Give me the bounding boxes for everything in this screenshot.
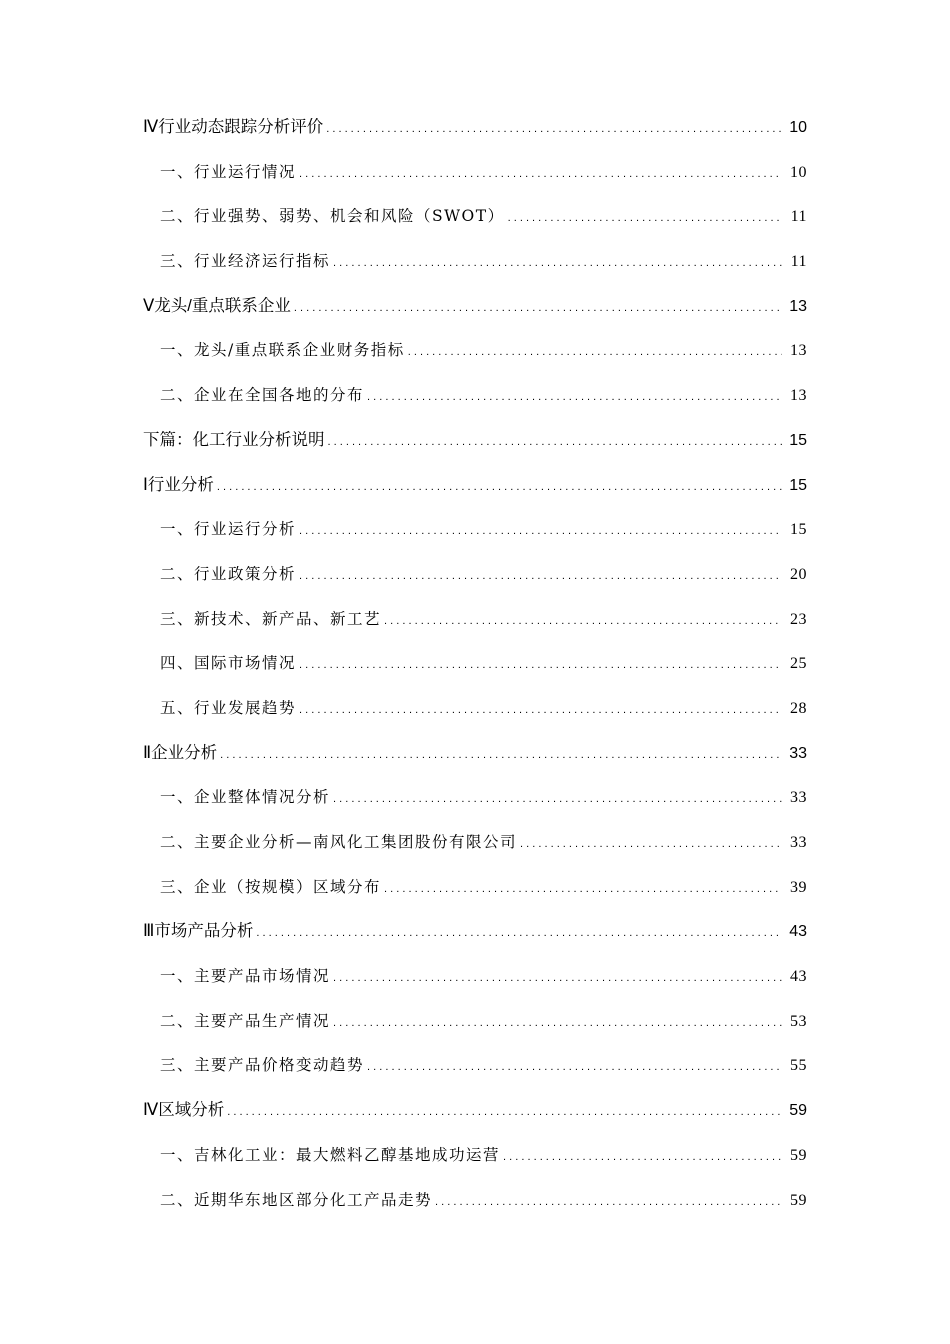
toc-entry-page: 43 <box>789 923 807 941</box>
toc-entry-page: 59 <box>790 1146 807 1164</box>
toc-entry[interactable] <box>143 825 807 870</box>
toc-entry-title: 三、行业经济运行指标 <box>160 252 331 271</box>
toc-entry-title: 下篇：化工行业分析说明 <box>143 430 325 449</box>
toc-entry[interactable] <box>143 378 807 423</box>
toc-entry[interactable] <box>143 691 807 736</box>
toc-entry-title: 一、吉林化工业：最大燃料乙醇基地成功运营 <box>160 1145 501 1164</box>
toc-entry[interactable] <box>143 512 807 557</box>
toc-entry-page: 55 <box>790 1057 807 1075</box>
toc-entry-title: 二、近期华东地区部分化工产品走势 <box>160 1190 433 1209</box>
toc-entry[interactable] <box>143 1093 807 1138</box>
toc-entry[interactable] <box>143 110 807 155</box>
toc-entry-page: 10 <box>789 119 807 136</box>
toc-entry[interactable] <box>143 1183 807 1228</box>
toc-entry[interactable] <box>143 333 807 378</box>
toc-entry-page: 33 <box>790 789 807 807</box>
toc-entry-title: Ⅴ龙头/重点联系企业 <box>143 296 291 315</box>
toc-entry-title: 二、行业强势、弱势、机会和风险（SWOT） <box>160 207 505 226</box>
toc-entry[interactable] <box>143 959 807 1004</box>
toc-entry-page: 33 <box>790 834 807 851</box>
toc-leader-dots <box>435 1183 782 1219</box>
toc-entry-title: 三、新技术、新产品、新工艺 <box>160 609 382 628</box>
toc-entry-title: 一、行业运行分析 <box>160 520 297 539</box>
toc-entry-title: 二、企业在全国各地的分布 <box>160 386 365 405</box>
toc-entry[interactable] <box>143 780 807 825</box>
toc-entry-page: 15 <box>789 476 807 494</box>
toc-entry[interactable] <box>143 423 807 468</box>
toc-entry-page: 23 <box>790 610 807 628</box>
toc-entry-title: Ⅳ区域分析 <box>143 1101 225 1120</box>
toc-entry-title: 三、主要产品价格变动趋势 <box>160 1056 365 1075</box>
toc-leader-dots <box>333 1004 782 1040</box>
toc-entry-page: 13 <box>789 297 807 315</box>
toc-entry-title: 一、企业整体情况分析 <box>160 788 331 807</box>
toc-leader-dots <box>256 914 782 950</box>
toc-entry[interactable] <box>143 155 807 200</box>
toc-leader-dots <box>367 1048 782 1084</box>
table-of-contents <box>143 110 807 1227</box>
toc-leader-dots <box>520 825 782 861</box>
toc-entry[interactable] <box>143 244 807 289</box>
toc-entry-page: 25 <box>790 655 807 673</box>
toc-entry-title: Ⅲ市场产品分析 <box>143 922 254 941</box>
toc-leader-dots <box>408 333 782 369</box>
toc-entry[interactable] <box>143 1048 807 1093</box>
toc-entry[interactable] <box>143 646 807 691</box>
toc-leader-dots <box>227 1093 782 1129</box>
toc-entry-title: 二、主要产品生产情况 <box>160 1011 331 1030</box>
toc-entry-page: 59 <box>789 1102 807 1120</box>
toc-leader-dots <box>220 736 782 772</box>
toc-entry-title: 一、主要产品市场情况 <box>160 967 331 986</box>
toc-entry[interactable] <box>143 1004 807 1049</box>
toc-entry[interactable] <box>143 1138 807 1183</box>
toc-entry[interactable] <box>143 602 807 647</box>
toc-entry-page: 43 <box>790 968 807 986</box>
toc-entry-page: 13 <box>790 342 807 360</box>
toc-leader-dots <box>503 1138 782 1174</box>
toc-entry-page: 53 <box>790 1012 807 1030</box>
toc-entry-page: 11 <box>790 253 807 271</box>
toc-entry-title: 一、行业运行情况 <box>160 162 297 181</box>
toc-entry-page: 59 <box>790 1191 807 1209</box>
toc-entry-page: 10 <box>790 163 807 181</box>
toc-leader-dots <box>299 557 782 593</box>
toc-entry-title: 四、国际市场情况 <box>160 654 297 673</box>
toc-entry[interactable] <box>143 199 807 244</box>
toc-leader-dots <box>299 155 782 191</box>
toc-entry-page: 15 <box>790 521 807 539</box>
toc-entry-title: Ⅰ行业分析 <box>143 475 214 494</box>
toc-entry-page: 20 <box>790 565 807 583</box>
toc-entry-page: 28 <box>790 699 807 717</box>
toc-leader-dots <box>299 691 782 727</box>
toc-entry-title: Ⅱ企业分析 <box>143 743 218 762</box>
toc-leader-dots <box>299 512 782 548</box>
toc-entry[interactable] <box>143 914 807 959</box>
toc-entry-title: 二、行业政策分析 <box>160 564 297 583</box>
toc-leader-dots <box>384 870 782 906</box>
toc-leader-dots <box>328 423 783 459</box>
toc-leader-dots <box>326 110 782 146</box>
toc-entry-title: 三、企业（按规模）区域分布 <box>160 877 382 896</box>
toc-entry-page: 11 <box>790 208 807 226</box>
toc-leader-dots <box>333 244 782 280</box>
toc-entry-title: 五、行业发展趋势 <box>160 698 297 717</box>
toc-entry-page: 15 <box>789 431 807 449</box>
toc-leader-dots <box>367 378 782 414</box>
toc-leader-dots <box>299 646 782 682</box>
toc-entry[interactable] <box>143 289 807 334</box>
toc-leader-dots <box>508 199 782 235</box>
toc-entry[interactable] <box>143 557 807 602</box>
toc-entry-page: 13 <box>790 387 807 405</box>
toc-entry-page: 39 <box>790 878 807 896</box>
toc-entry-title: 二、主要企业分析—南风化工集团股份有限公司 <box>160 833 518 851</box>
toc-leader-dots <box>333 959 782 995</box>
toc-entry[interactable] <box>143 736 807 781</box>
toc-leader-dots <box>294 289 782 325</box>
toc-entry-page: 33 <box>789 744 807 762</box>
toc-leader-dots <box>333 780 782 816</box>
toc-entry-title: Ⅳ行业动态跟踪分析评价 <box>143 118 324 136</box>
toc-entry[interactable] <box>143 870 807 915</box>
toc-entry-title: 一、龙头/重点联系企业财务指标 <box>160 341 405 360</box>
toc-leader-dots <box>384 602 782 638</box>
toc-leader-dots <box>217 468 782 504</box>
toc-entry[interactable] <box>143 468 807 513</box>
